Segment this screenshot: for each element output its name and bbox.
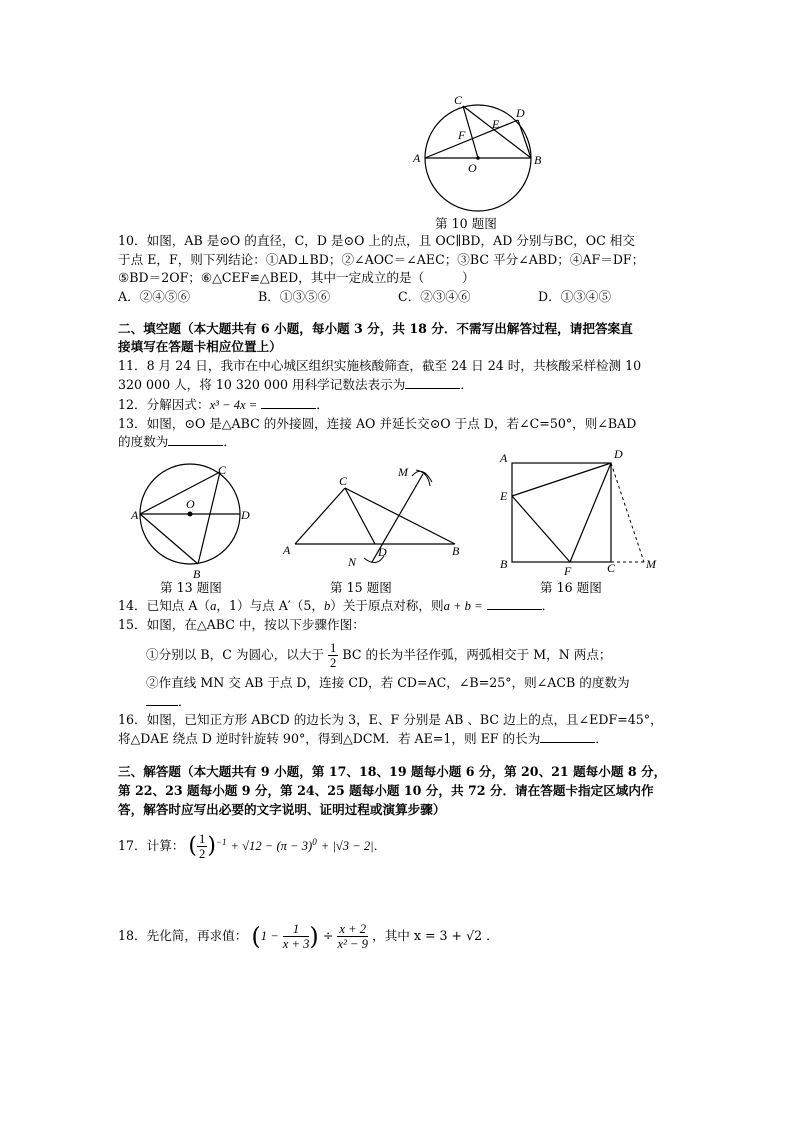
label-d: D (241, 508, 250, 522)
caption-fig13: 第 13 题图 (160, 580, 222, 595)
q15-fraction: $\frac{1}{2}$ (330, 641, 337, 670)
q17-label: 17．计算： (118, 838, 185, 854)
q10-option-c: C．②③④⑥ (398, 289, 471, 304)
caption-fig10: 第 10 题图 (435, 216, 497, 231)
figure-16 (490, 442, 670, 578)
label-n: N (348, 555, 357, 569)
q17-exp1: −1 (215, 837, 227, 847)
q17-end: ． (373, 838, 387, 854)
label-e: E (492, 117, 500, 131)
q17-abs: + |√3 − 2| (320, 839, 374, 854)
q15-step1 (146, 641, 612, 670)
q17-fraction: $\frac{1}{2}$ (199, 832, 206, 862)
q17-expr: + √12 − (π − 3) (230, 839, 313, 854)
q15-step1-text: ①分别以 B，C 为圆心，以大于 (146, 647, 325, 662)
q11-answer-blank (405, 376, 460, 389)
label-d: D (516, 106, 525, 120)
label-m: M (398, 465, 408, 479)
label-c: C (218, 463, 227, 477)
q15-step3 (146, 692, 191, 711)
caption-fig16: 第 16 题图 (540, 580, 602, 595)
q15-step1-text-2: BC 的长为半径作弧，两弧相交于 M，N 两点； (342, 647, 612, 662)
q18-line: 18．先化简，再求值： (1 − $\frac{1}{x + 3}$ ) ÷ $\frac{x + 2}{\text{x² − 9}}$ ，其中 x = 3 + √2 ． (118, 922, 499, 951)
label-c: C (607, 561, 616, 575)
label-b: B (500, 557, 508, 571)
q18-frac1: $\frac{1}{x + 3}$ (282, 922, 310, 951)
q15-answer-blank (146, 693, 178, 706)
label-e: E (500, 489, 508, 503)
q13-end: ． (223, 434, 236, 449)
q15-end: ． (178, 694, 191, 709)
label-c: C (339, 474, 348, 488)
q10-option-b: B．①③⑤⑥ (258, 289, 331, 304)
q11-end: ． (460, 377, 473, 392)
q12-expr: x³ − 4x = (209, 398, 258, 412)
label-d: D (614, 447, 623, 461)
section2-heading-1: 二、填空题（本大题共有 6 小题，每小题 3 分，共 18 分．不需写出解答过程，请把答案直 (118, 321, 633, 336)
q12-line (118, 395, 329, 415)
q11-text: 320 000 人，将 10 320 000 用科学记数法表示为 (118, 377, 406, 392)
q14-expr: a + b = (443, 599, 483, 613)
label-d: D (378, 545, 387, 559)
q11-line2 (118, 375, 473, 394)
q12-answer-blank (261, 396, 316, 409)
label-a: A (131, 508, 139, 522)
label-f: F (458, 128, 466, 142)
q16-end: ． (595, 731, 608, 746)
q10-option-d: D．①③④⑤ (538, 289, 612, 304)
figure-13 (130, 458, 260, 578)
q10-line3: ⑤BD＝2OF；⑥△CEF≌△BED，其中一定成立的是（ ） (118, 270, 475, 285)
q18-one: 1 − (260, 929, 279, 943)
q17-line: 17．计算： ( $\frac{1}{2}$ )$^{-1} + √12 - (\pi - 3)^0 + |√3 - 2|$． (118, 832, 387, 862)
q18-tail: ，其中 x = 3 + √2 ． (372, 928, 499, 943)
section3-heading-1: 三、解答题（本大题共有 9 小题，第 17、18、19 题每小题 6 分，第 20、21 题每小题 8 分， (118, 764, 667, 779)
figure-15 (280, 460, 470, 576)
q14-text-3: ）关于原点对称，则 (330, 598, 444, 613)
label-a: A (283, 543, 291, 557)
q16-line1: 16．如图，已知正方形 ABCD 的边长为 3，E、F 分别是 AB 、BC 边上的点，且∠EDF=45°， (118, 712, 663, 727)
figure-10 (400, 90, 560, 220)
q13-line1: 13．如图，⊙O 是△ABC 的外接圆，连接 AO 并延长交⊙O 于点 D，若∠C=50°，则∠BAD (118, 416, 637, 431)
q16-text: 将△DAE 绕点 D 逆时针旋转 90°，得到△DCM．若 AE=1，则 EF 的长为 (118, 731, 541, 746)
label-o: O (468, 161, 477, 175)
q16-line2 (118, 729, 608, 748)
q14-answer-blank (487, 597, 542, 610)
q10-option-a: A．②④⑤⑥ (118, 289, 191, 304)
section3-heading-2: 第 22、23 题每小题 9 分，第 24、25 题每小题 10 分，共 72 分．请在答题卡指定区域内作 (118, 783, 654, 798)
q17-exp0: 0 (312, 837, 317, 847)
q14-text-1: 14．已知点 A（ (118, 598, 211, 613)
q18-label: 18．先化简，再求值： (118, 928, 248, 943)
q10-line1: 10．如图，AB 是⊙O 的直径，C，D 是⊙O 上的点，且 OC∥BD，AD 分别与BC，OC 相交 (118, 233, 635, 248)
q12-end: ． (316, 397, 329, 412)
label-b: B (193, 567, 201, 578)
label-b: B (534, 153, 542, 167)
q14-end: ． (541, 598, 555, 613)
q10-line2: 于点 E，F，则下列结论：①AD⊥BD；②∠AOC＝∠AEC；③BC 平分∠ABD；④AF＝DF； (118, 252, 645, 267)
q14-line (118, 596, 554, 616)
q14-var-a: a (210, 599, 217, 613)
section2-heading-2: 接填写在答题卡相应位置上） (118, 339, 282, 354)
q18-div: ÷ (322, 928, 334, 943)
q15-step2: ②作直线 MN 交 AB 于点 D，连接 CD，若 CD=AC，∠B=25°，则∠ACB 的度数为 (146, 675, 630, 690)
label-c: C (454, 93, 463, 107)
q13-answer-blank (168, 433, 223, 446)
q12-text: 12．分解因式： (118, 397, 210, 412)
q15-line1: 15．如图，在△ABC 中，按以下步骤作图： (118, 617, 365, 632)
label-o: O (186, 497, 195, 511)
section3-heading-3: 答，解答时应写出必要的文字说明、证明过程或演算步骤） (118, 802, 446, 817)
label-b: B (452, 544, 460, 558)
label-m: M (646, 557, 656, 571)
segment-ad (425, 120, 518, 158)
label-f: F (564, 564, 572, 578)
q13-line2 (118, 432, 236, 451)
q13-text: 的度数为 (118, 434, 169, 449)
label-a: A (500, 451, 508, 465)
q16-answer-blank (540, 730, 595, 743)
q18-frac2: $\frac{x + 2}{\text{x² − 9}}$ (337, 922, 368, 951)
q14-var-b: b (323, 599, 331, 613)
q14-text-2: ，1）与点 A′（5， (216, 598, 324, 613)
label-a: A (413, 151, 421, 165)
q11-line1: 11．8 月 24 日，我市在中心城区组织实施核酸筛查，截至 24 日 24 时，共核酸采样检测 10 (118, 358, 642, 373)
caption-fig15: 第 15 题图 (330, 580, 392, 595)
